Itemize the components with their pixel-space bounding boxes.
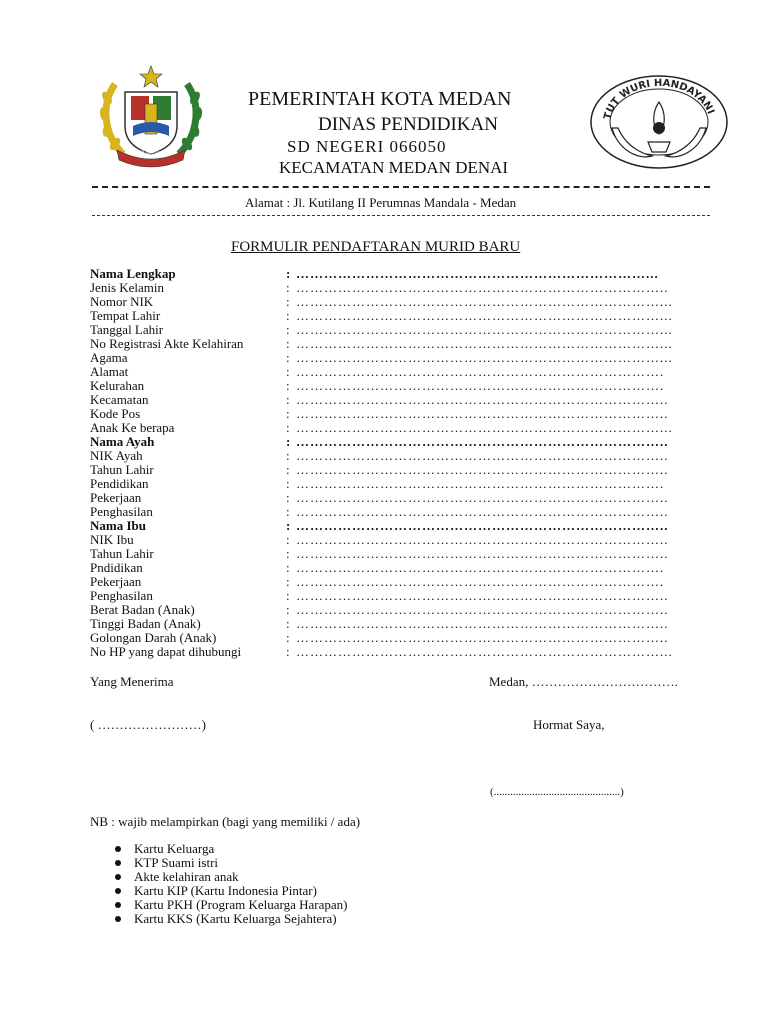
field-blank: ……………………………………………………………………. — [296, 575, 665, 589]
field-label: Jenis Kelamin — [90, 280, 165, 295]
field-label: Tahun Lahir — [90, 462, 154, 477]
district-heading: KECAMATAN MEDAN DENAI — [279, 158, 509, 177]
attachment-item — [112, 856, 347, 870]
field-label: Kecamatan — [90, 392, 149, 407]
form-field-row — [90, 449, 715, 463]
field-blank: ……………………………………………………………………... — [296, 645, 673, 659]
field-separator: : — [286, 504, 290, 519]
field-separator: : — [286, 546, 290, 561]
field-blank: …………………………………………………………………….. — [296, 533, 669, 547]
attachment-label: Kartu Keluarga — [134, 841, 215, 856]
form-field-row — [90, 547, 715, 561]
logo-left-text: KOTA MEDAN — [129, 151, 168, 157]
attachment-list — [112, 842, 347, 926]
attachment-item — [112, 842, 347, 856]
form-field-row — [90, 309, 715, 323]
bullet-icon — [115, 874, 121, 880]
field-blank: …………………………………………………………………….. — [296, 393, 669, 407]
bullet-icon — [115, 916, 121, 922]
field-blank: ……………………………………………………………………... — [296, 323, 673, 337]
field-label: Nama Ibu — [90, 518, 146, 533]
form-field-row — [90, 267, 715, 281]
field-separator: : — [286, 378, 290, 393]
field-label: Anak Ke berapa — [90, 420, 175, 435]
field-label: Tempat Lahir — [90, 308, 161, 323]
field-separator: : — [286, 532, 290, 547]
form-field-row — [90, 575, 715, 589]
form-field-row — [90, 435, 715, 449]
form-title: FORMULIR PENDAFTARAN MURID BARU — [231, 239, 521, 255]
field-label: Kode Pos — [90, 406, 141, 421]
field-separator: : — [286, 266, 291, 281]
field-blank: …………………………………………………………………….. — [296, 519, 669, 533]
field-label: Agama — [90, 350, 128, 365]
field-separator: : — [286, 518, 291, 533]
field-blank: ……………………………………………………………………. — [296, 561, 665, 575]
form-field-row — [90, 421, 715, 435]
attachment-label: Akte kelahiran anak — [134, 869, 239, 884]
receiver-signature-line: ( ……………………) — [90, 717, 206, 732]
field-blank: ……………………………………………………………………... — [296, 337, 673, 351]
field-blank: ……………………………………………………………………. — [296, 379, 665, 393]
form-field-row — [90, 519, 715, 533]
field-blank: …………………………………………………………………….. — [296, 603, 669, 617]
field-blank: …………………………………………………………………….. — [296, 281, 669, 295]
form-field-row — [90, 393, 715, 407]
logo-right-text: TUT WURI HANDAYANI — [602, 77, 716, 121]
field-blank: …………………………………………………………………….. — [296, 617, 669, 631]
field-label: NIK Ibu — [90, 532, 134, 547]
attachment-note: NB : wajib melampirkan (bagi yang memiliki / ada) — [90, 814, 361, 829]
field-blank: ……………………………………………………………………. — [296, 365, 665, 379]
field-label: Nama Lengkap — [90, 266, 176, 281]
field-separator: : — [286, 588, 290, 603]
form-field-row — [90, 337, 715, 351]
form-field-row — [90, 463, 715, 477]
form-field-row — [90, 295, 715, 309]
field-separator: : — [286, 434, 291, 449]
field-separator: : — [286, 644, 290, 659]
form-field-row — [90, 589, 715, 603]
form-field-row — [90, 561, 715, 575]
field-separator: : — [286, 406, 290, 421]
field-label: Nomor NIK — [90, 294, 154, 309]
field-blank: …………………………………………………………………….. — [296, 589, 669, 603]
attachment-label: Kartu PKH (Program Keluarga Harapan) — [134, 897, 348, 912]
form-field-row — [90, 407, 715, 421]
field-separator: : — [286, 616, 290, 631]
field-label: Penghasilan — [90, 588, 153, 603]
header-divider-top — [92, 186, 710, 188]
form-field-row — [90, 491, 715, 505]
bullet-icon — [115, 888, 121, 894]
field-label: Penghasilan — [90, 504, 153, 519]
form-field-row — [90, 603, 715, 617]
field-label: Alamat — [90, 364, 129, 379]
attachment-label: Kartu KKS (Kartu Keluarga Sejahtera) — [134, 911, 337, 926]
department-heading: DINAS PENDIDIKAN — [318, 114, 498, 135]
field-separator: : — [286, 602, 290, 617]
field-blank: ……………………………………………………………………... — [296, 351, 673, 365]
field-label: Nama Ayah — [90, 434, 155, 449]
field-label: No HP yang dapat dihubungi — [90, 644, 242, 659]
tut-wuri-handayani-logo — [588, 72, 730, 170]
field-separator: : — [286, 574, 290, 589]
field-separator: : — [286, 392, 290, 407]
form-field-row — [90, 505, 715, 519]
field-label: Tahun Lahir — [90, 546, 154, 561]
attachment-item — [112, 884, 347, 898]
attachment-item — [112, 870, 347, 884]
form-field-row — [90, 617, 715, 631]
field-separator: : — [286, 490, 290, 505]
field-separator: : — [286, 448, 290, 463]
respect-label: Hormat Saya, — [533, 717, 605, 732]
bullet-icon — [115, 902, 121, 908]
field-label: Pendidikan — [90, 476, 149, 491]
attachment-item — [112, 898, 347, 912]
place-date-field: Medan, ……………………………. — [489, 674, 678, 689]
field-blank: …………………………………………………………………….. — [296, 491, 669, 505]
form-field-row — [90, 351, 715, 365]
field-blank: ……………………………………………………………………... — [296, 309, 673, 323]
field-blank: …………………………………………………………………….. — [296, 449, 669, 463]
field-label: Pndidikan — [90, 560, 143, 575]
field-blank: …………………………………………………………………….. — [296, 435, 669, 449]
registration-fields — [90, 267, 715, 659]
form-field-row — [90, 365, 715, 379]
field-label: NIK Ayah — [90, 448, 143, 463]
field-label: Kelurahan — [90, 378, 145, 393]
field-separator: : — [286, 630, 290, 645]
field-label: Golongan Darah (Anak) — [90, 630, 217, 645]
school-address: Alamat : Jl. Kutilang II Perumnas Mandala - Medan — [245, 195, 517, 210]
field-label: Pekerjaan — [90, 490, 142, 505]
form-field-row — [90, 281, 715, 295]
signer-signature-line: (..............................................) — [490, 786, 624, 798]
field-label: Tinggi Badan (Anak) — [90, 616, 201, 631]
field-separator: : — [286, 350, 290, 365]
attachment-label: KTP Suami istri — [134, 855, 219, 870]
field-blank: …………………………………………………………………... — [296, 267, 659, 281]
header-divider-bottom — [92, 215, 710, 216]
field-blank: ……………………………………………………………………. — [296, 477, 665, 491]
form-field-row — [90, 645, 715, 659]
field-separator: : — [286, 476, 290, 491]
field-blank: …………………………………………………………………….. — [296, 407, 669, 421]
form-field-row — [90, 631, 715, 645]
bullet-icon — [115, 860, 121, 866]
field-blank: …………………………………………………………………….. — [296, 547, 669, 561]
form-field-row — [90, 379, 715, 393]
field-separator: : — [286, 336, 290, 351]
field-label: Pekerjaan — [90, 574, 142, 589]
field-blank: ……………………………………………………………………... — [296, 295, 673, 309]
attachment-item — [112, 912, 347, 926]
field-separator: : — [286, 294, 290, 309]
field-separator: : — [286, 420, 290, 435]
field-blank: …………………………………………………………………….. — [296, 505, 669, 519]
field-label: Tanggal Lahir — [90, 322, 164, 337]
field-separator: : — [286, 560, 290, 575]
field-label: Berat Badan (Anak) — [90, 602, 195, 617]
field-separator: : — [286, 280, 290, 295]
field-separator: : — [286, 364, 290, 379]
field-separator: : — [286, 308, 290, 323]
school-heading: SD NEGERI 066050 — [287, 137, 447, 156]
field-blank: …………………………………………………………………….. — [296, 463, 669, 477]
government-heading: PEMERINTAH KOTA MEDAN — [248, 88, 512, 110]
field-separator: : — [286, 322, 290, 337]
form-field-row — [90, 323, 715, 337]
field-separator: : — [286, 462, 290, 477]
bullet-icon — [115, 846, 121, 852]
receiver-label: Yang Menerima — [90, 674, 174, 689]
form-field-row — [90, 477, 715, 491]
form-field-row — [90, 533, 715, 547]
field-label: No Registrasi Akte Kelahiran — [90, 336, 244, 351]
attachment-label: Kartu KIP (Kartu Indonesia Pintar) — [134, 883, 317, 898]
field-blank: ……………………………………………………………………... — [296, 421, 673, 435]
field-blank: …………………………………………………………………….. — [296, 631, 669, 645]
